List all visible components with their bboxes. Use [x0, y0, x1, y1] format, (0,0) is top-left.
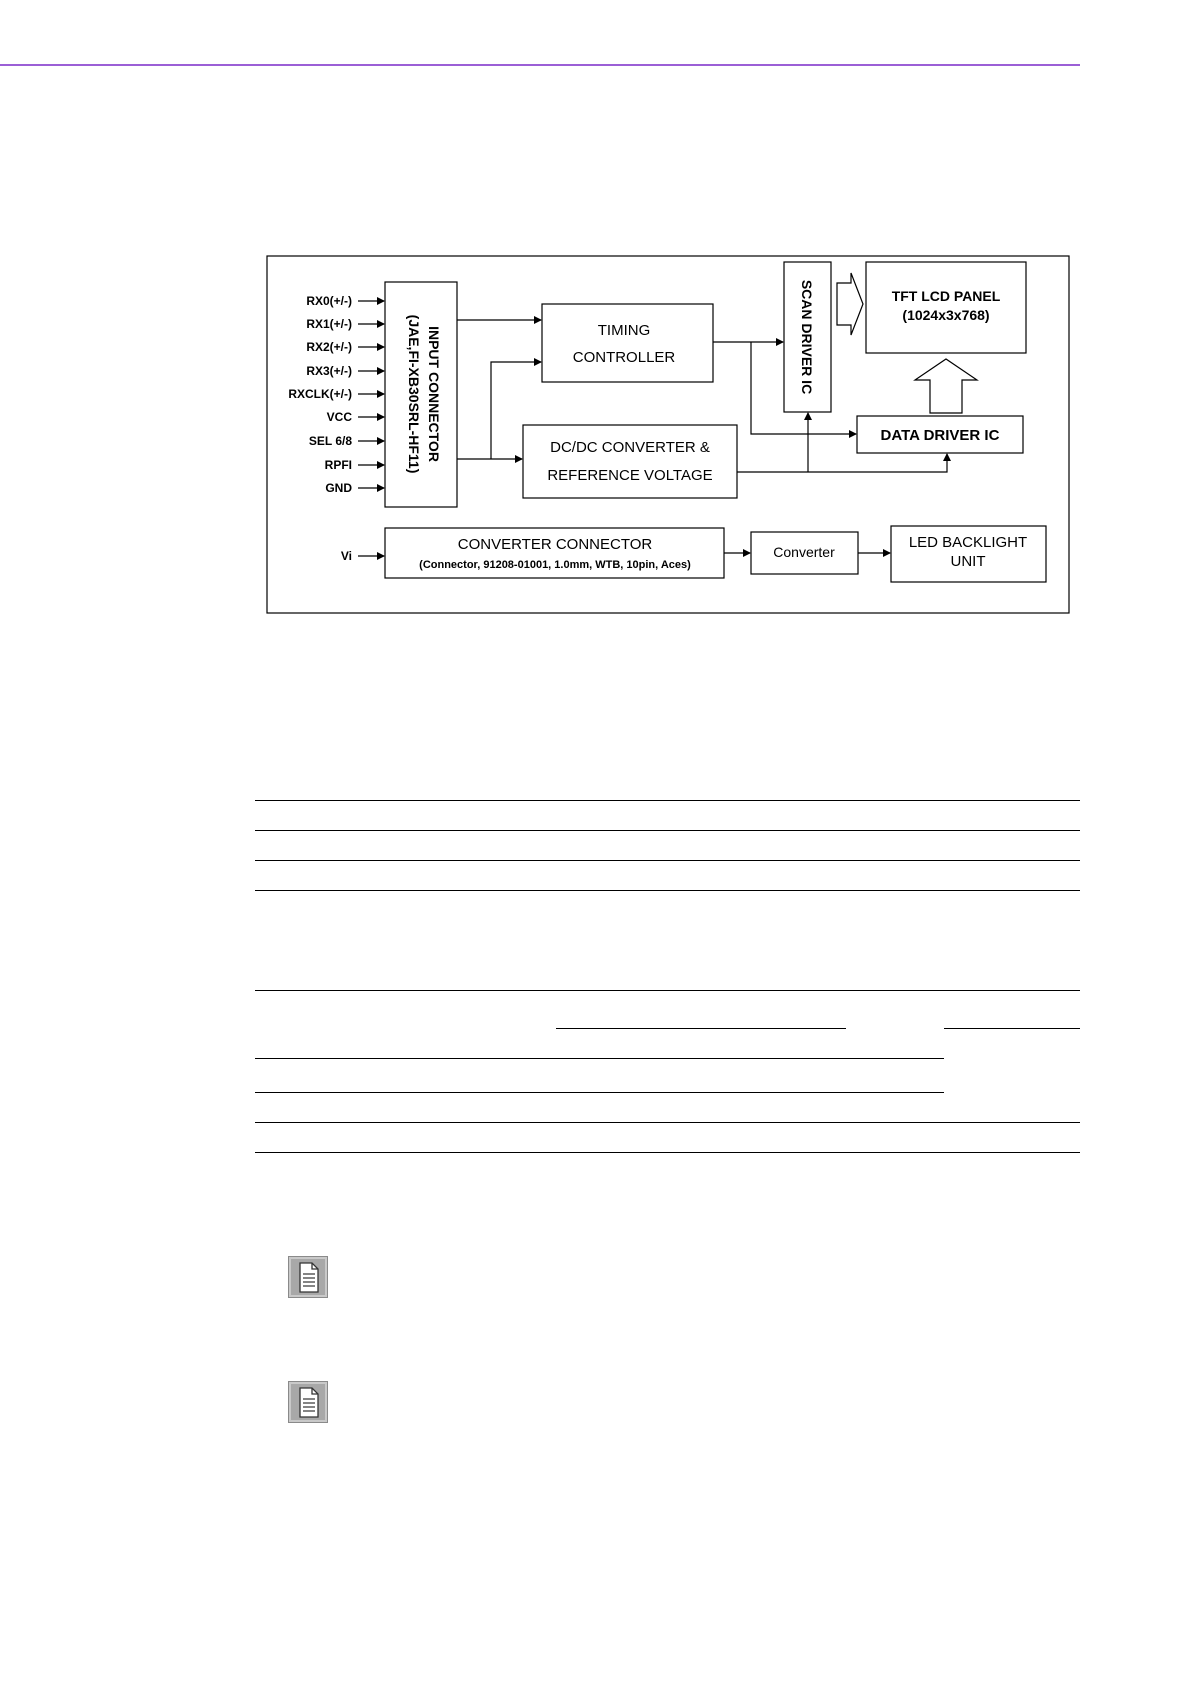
table-rule [255, 1152, 1080, 1153]
converter-connector-line1: CONVERTER CONNECTOR [457, 536, 653, 553]
table-rule [556, 1028, 846, 1029]
table-rule [255, 1122, 1080, 1123]
timing-controller-line1: TIMING [597, 322, 651, 339]
table-rule [255, 830, 1080, 831]
data-driver-label: DATA DRIVER IC [880, 427, 1000, 444]
signal-rx0: RX0(+/-) [306, 294, 352, 308]
scan-driver-label: SCAN DRIVER IC [799, 279, 815, 395]
timing-controller-box [542, 304, 713, 382]
input-connector-label: INPUT CONNECTOR [426, 326, 442, 462]
dcdc-line1: DC/DC CONVERTER & [550, 439, 710, 456]
dcdc-converter-box [523, 425, 737, 498]
led-backlight-line1: LED BACKLIGHT [908, 534, 1028, 551]
scan-to-panel-arrow [837, 273, 863, 335]
table-rule [255, 1092, 944, 1093]
tft-panel-line2: (1024x3x768) [902, 307, 990, 323]
input-arrows [358, 301, 384, 556]
dcdc-line2: REFERENCE VOLTAGE [547, 467, 713, 484]
data-to-panel-arrow [915, 359, 977, 413]
timing-controller-line2: CONTROLLER [572, 349, 676, 366]
converter-connector-line2: (Connector, 91208-01001, 1.0mm, WTB, 10pin, Aces) [419, 559, 691, 571]
signal-rx3: RX3(+/-) [306, 364, 352, 378]
signal-rxclk: RXCLK(+/-) [288, 387, 352, 401]
signal-sel: SEL 6/8 [308, 434, 352, 448]
table-rule [944, 1028, 1080, 1029]
table-rule [255, 990, 1080, 991]
input-connector-part: (JAE,FI-XB30SRL-HF11) [406, 314, 422, 474]
table-rule [255, 1058, 944, 1059]
converter-label: Converter [773, 544, 835, 560]
signal-rpfi: RPFI [324, 458, 352, 472]
signal-rx2: RX2(+/-) [306, 340, 352, 354]
table-rule [255, 800, 1080, 801]
signal-vcc: VCC [326, 410, 352, 424]
signal-vi: Vi [340, 549, 352, 563]
table-rule [255, 860, 1080, 861]
note-icon [288, 1381, 328, 1423]
signal-gnd: GND [325, 481, 352, 495]
table-rule [255, 890, 1080, 891]
note-icon [288, 1256, 328, 1298]
tft-panel-line1: TFT LCD PANEL [891, 288, 1001, 304]
led-backlight-line2: UNIT [950, 553, 986, 570]
signal-rx1: RX1(+/-) [306, 317, 352, 331]
